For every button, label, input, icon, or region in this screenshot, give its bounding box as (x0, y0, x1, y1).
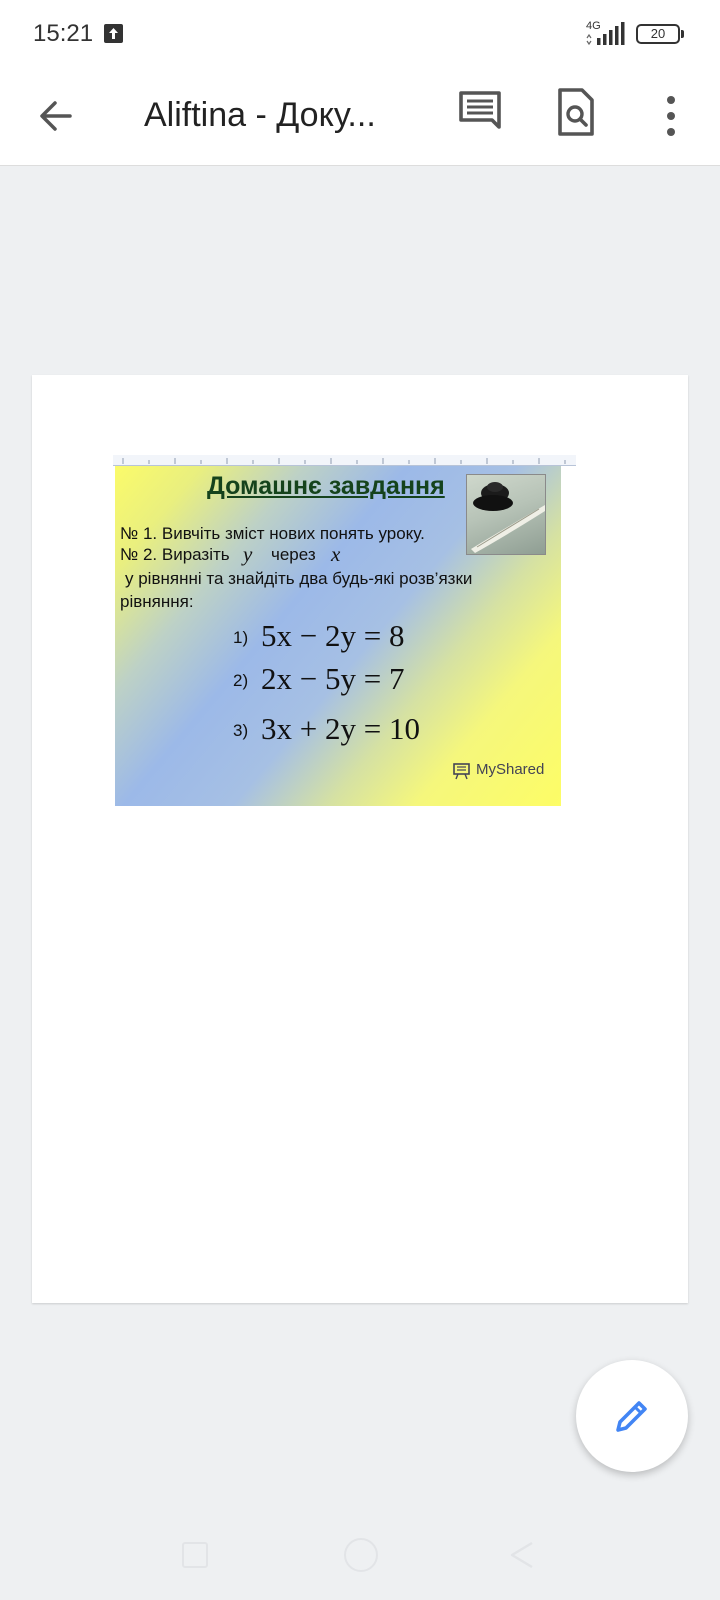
find-in-document-button[interactable] (552, 86, 602, 140)
edit-pencil-icon (612, 1396, 652, 1436)
recent-apps-button[interactable] (182, 1542, 208, 1568)
status-bar (0, 0, 720, 68)
signal-strength-icon (585, 20, 627, 46)
document-title: Aliftina - Доку... (144, 96, 376, 134)
slide-content (115, 466, 561, 806)
upload-icon (104, 24, 123, 43)
more-options-button[interactable] (656, 88, 686, 144)
equation-1: 5x − 2y = 8 (261, 618, 405, 653)
task-2-line-2: у рівнянні та знайдіть два будь-які розв’язки (125, 569, 473, 588)
battery-level: 20 (650, 26, 666, 41)
equation-3-number: 3) (233, 721, 249, 740)
comments-button[interactable] (456, 88, 506, 138)
task-2-through: через (271, 545, 316, 564)
comments-icon (456, 88, 506, 138)
myshared-logo-icon (452, 761, 472, 781)
back-button[interactable] (30, 90, 82, 142)
ruler-strip (113, 455, 576, 466)
equation-2-number: 2) (233, 671, 249, 690)
equation-3: 3x + 2y = 10 (261, 711, 420, 746)
task-2-line-3: рівняння: (120, 592, 194, 611)
back-arrow-icon (30, 90, 82, 142)
inkwell-quill-photo (466, 474, 546, 555)
variable-x: x (331, 542, 341, 566)
myshared-label: MyShared (476, 761, 545, 778)
task-2-prefix: № 2. Виразіть (120, 545, 230, 564)
equation-2: 2x − 5y = 7 (261, 661, 405, 696)
find-in-document-icon (552, 86, 602, 140)
task-1-text: № 1. Вивчіть зміст нових понять уроку. (120, 524, 425, 543)
battery-nub (681, 30, 684, 38)
edit-fab-button[interactable] (576, 1360, 688, 1472)
document-page (32, 375, 688, 1303)
app-toolbar (0, 68, 720, 166)
home-button[interactable] (344, 1538, 378, 1572)
variable-y: y (243, 542, 253, 566)
equation-1-number: 1) (233, 628, 249, 647)
more-vert-icon (656, 88, 686, 144)
back-nav-icon[interactable] (508, 1540, 536, 1570)
slide-title: Домашнє завдання (207, 472, 445, 500)
status-time: 15:21 (33, 20, 94, 47)
battery-icon (636, 24, 680, 44)
network-type-label: 4G (586, 20, 601, 32)
embedded-slide-image (113, 455, 576, 807)
